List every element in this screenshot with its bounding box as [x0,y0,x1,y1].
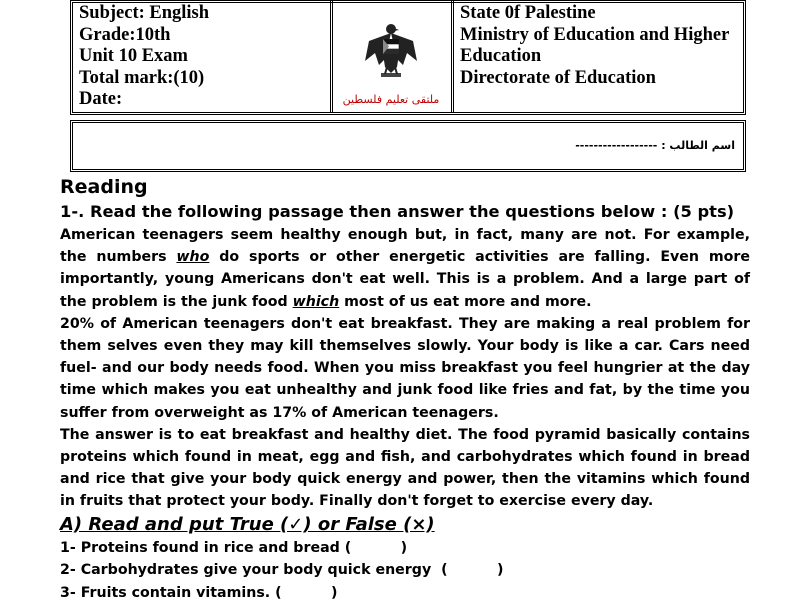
underlined-word-which: which [292,293,340,310]
education-line: Education [460,46,542,66]
true-false-item-3[interactable]: 3- Fruits contain vitamins. ( ) [60,584,338,601]
question-1-title: 1-. Read the following passage then answer the questions below : (5 pts) [60,202,735,221]
reading-title: Reading [60,176,148,198]
unit-line: Unit 10 Exam [79,46,188,66]
grade-line: Grade:10th [79,24,171,45]
ministry-line: Ministry of Education and Higher [460,24,730,45]
passage-paragraph-1 [60,224,750,313]
paragraph-1-part-c: most of us eat more and more. [339,293,592,310]
paragraph-1-part-a: American teenagers seem healthy enough but, in fact, many are not. For example, the numbers [60,227,750,266]
state-line: State 0f Palestine [460,3,596,23]
total-mark-line: Total mark:(10) [79,67,205,88]
exam-info [73,0,330,111]
ministry-logo [335,13,447,111]
student-name-box[interactable] [70,120,746,172]
exam-content [60,174,750,604]
header-table [70,0,746,115]
passage-paragraph-2: 20% of American teenagers don't eat breakfast. They are making a real problem for them selves even they may kill themselves slowly. Your body is like a car. Cars need fuel- and our body needs food. When you miss breakfast you feel hungrier at the day time which makes you eat unhealthy and junk food like fries and fat, by the time you suffer from overweight as 17% of American teenagers. [60,315,750,421]
palestine-eagle-emblem-icon [361,19,421,89]
logo-caption: ملتقى تعليم فلسطين [342,93,440,106]
true-false-item-1[interactable]: 1- Proteins found in rice and bread ( ) [60,539,408,556]
ministry-info-cell [451,0,743,112]
section-a-title: A) Read and put True (✓) or False (×) [60,513,435,535]
paragraph-1-part-b: do sports or other energetic activities are falling. Even more importantly, young Americans don't eat well. This is a problem. And a large part of the problem is the junk food [60,249,750,310]
student-name-label: اسم الطالب : ------------------ [575,139,735,152]
directorate-line: Directorate of Education [460,67,656,88]
exam-info-cell [73,0,333,112]
passage-paragraph-3: The answer is to eat breakfast and healthy diet. The food pyramid basically contains proteins which found in meat, egg and fish, and carbohydrates which found in bread and rice that give your body quick energy and power, then the vitamins which found in fruits that protect your body. Finally don't forget to exercise every day. [60,426,750,510]
true-false-item-2[interactable]: 2- Carbohydrates give your body quick energy ( ) [60,562,504,579]
underlined-word-who: who [176,249,210,266]
subject-line: Subject: English [79,3,210,23]
ministry-info [454,0,743,89]
date-line: Date: [79,89,123,109]
